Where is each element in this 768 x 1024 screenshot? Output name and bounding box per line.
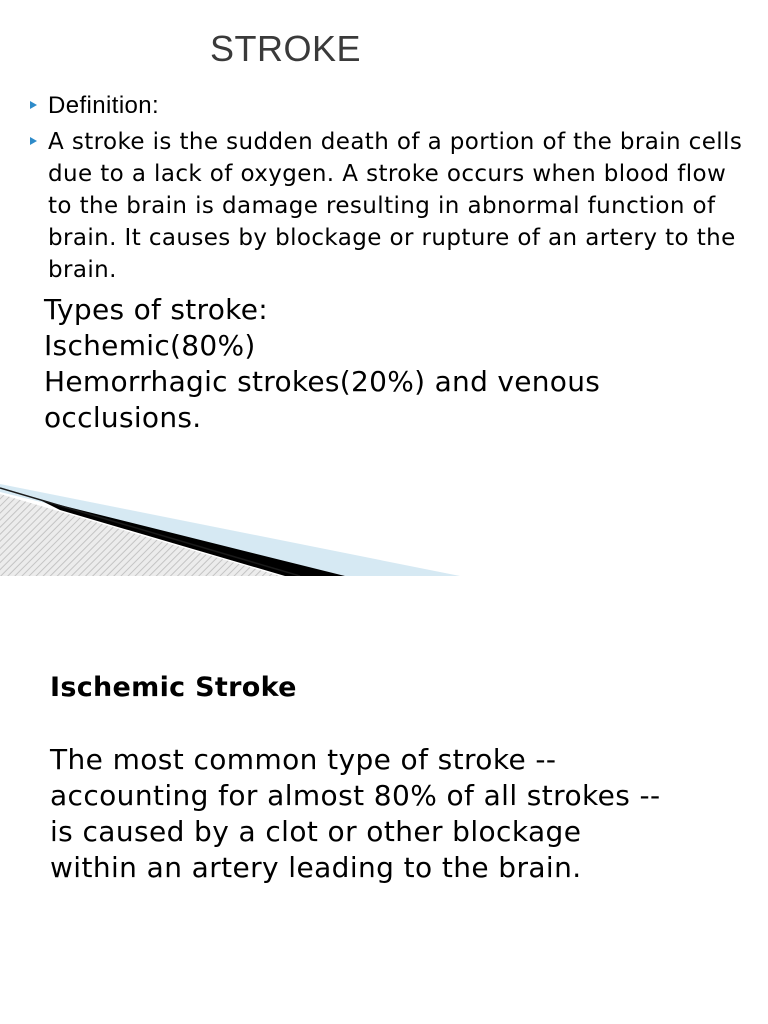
types-line-ischemic: Ischemic(80%) bbox=[44, 329, 256, 362]
section-heading: Ischemic Stroke bbox=[50, 672, 297, 703]
decorative-swoosh bbox=[0, 470, 768, 576]
slide-title: STROKE bbox=[210, 28, 362, 69]
stroke-types-block bbox=[44, 292, 744, 436]
definition-bullet-list bbox=[28, 90, 748, 290]
bullet-definition-label bbox=[28, 90, 748, 122]
bullet-arrow-icon bbox=[30, 101, 37, 109]
types-heading: Types of stroke: bbox=[44, 293, 268, 326]
description-line: within an artery leading to the brain. bbox=[50, 851, 582, 884]
description-line: The most common type of stroke -- bbox=[50, 743, 557, 776]
slide-ischemic-stroke bbox=[0, 576, 768, 1024]
bullet-definition-text bbox=[28, 126, 748, 286]
description-line: accounting for almost 80% of all strokes -- bbox=[50, 779, 661, 812]
description-line: is caused by a clot or other blockage bbox=[50, 815, 582, 848]
bullet-arrow-icon bbox=[30, 137, 37, 145]
ischemic-description bbox=[50, 742, 730, 886]
types-line-occlusions: occlusions. bbox=[44, 401, 202, 434]
bullet-text: A stroke is the sudden death of a portion of the brain cells due to a lack of oxygen. A stroke occurs when blood flow to the brain is damage resulting in abnormal function of brain. It causes by blockage or rupture of an artery to the brain. bbox=[48, 129, 743, 283]
types-line-hemorrhagic: Hemorrhagic strokes(20%) and venous bbox=[44, 365, 601, 398]
bullet-text: Definition: bbox=[48, 92, 160, 119]
